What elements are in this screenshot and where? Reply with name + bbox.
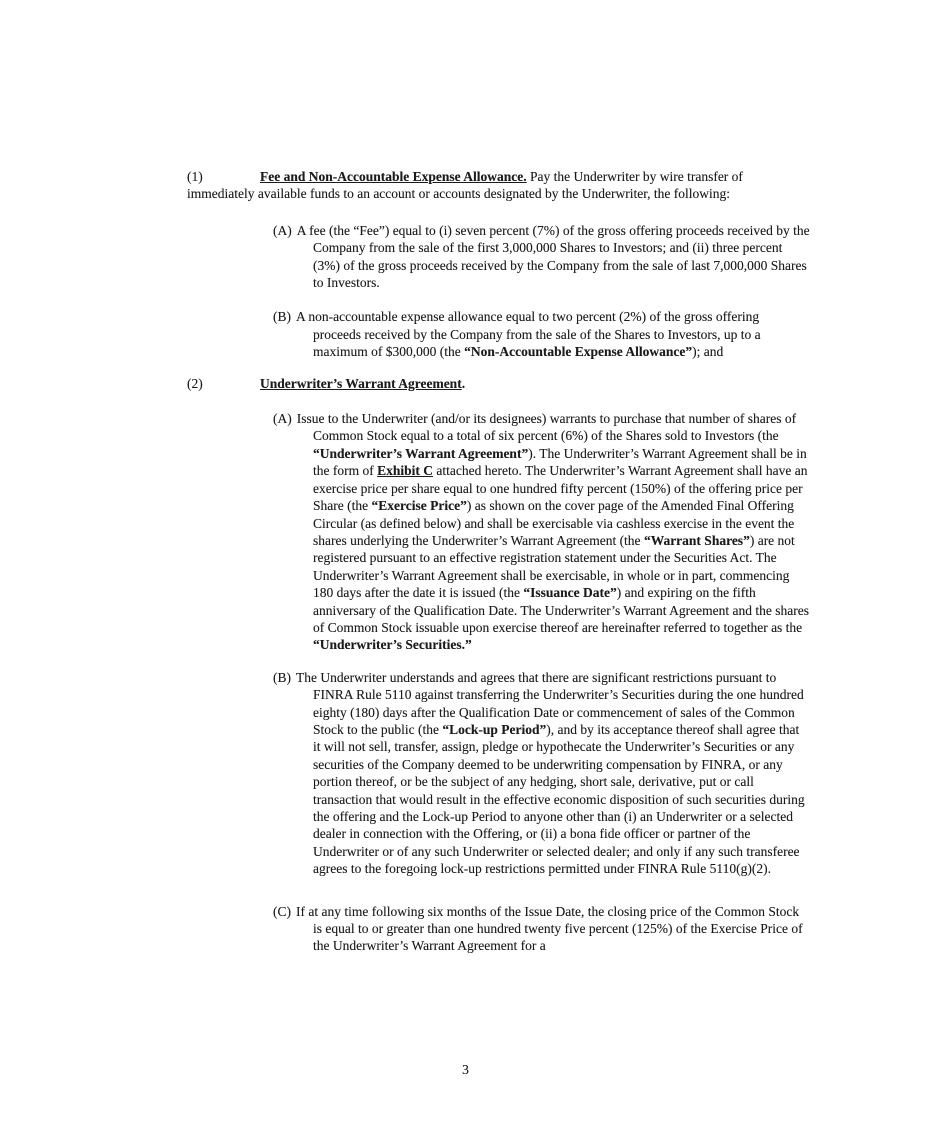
text-run: ) and expiring on the fifth anniversary of the Qualification Date. The Underwriter’s Warrant Agreement and the shares of Common Stock issuable upon exercise thereof are hereinafter referred to together as the	[313, 585, 809, 635]
paragraph-label: (1)	[187, 169, 203, 184]
text-run: “Exercise Price”	[371, 498, 467, 514]
text-run: “Non-Accountable Expense Allowance”	[464, 344, 693, 360]
paragraph-1B	[187, 308, 810, 360]
text-run: The Underwriter understands and agrees that there are significant restrictions pursuant to FINRA Rule 5110 against transferring the Underwriter’s Securities during the one hundred eighty (180) days after the Qualification Date or commencement of sales of the Common Stock to the public (the	[296, 669, 804, 737]
paragraph-text	[296, 904, 803, 954]
paragraph-text	[187, 169, 743, 201]
text-run: Exhibit C	[377, 463, 434, 479]
text-run: ), and by its acceptance thereof shall agree that it will not sell, transfer, assign, pledge or hypothecate the Underwriter’s Securities or any securities of the Company deemed to be underwriting compensation by FINRA, or any portion thereof, or be the subject of any hedging, short sale, derivative, put or call transaction that would result in the effective economic disposition of such securities during the offering and the Lock-up Period to anyone other than (i) an Underwriter or a selected dealer in connection with the Offering, or (ii) a bona fide officer or partner of the Underwriter or of any such Underwriter or selected dealer; and only if any such transferee agrees to the foregoing lock-up restrictions permitted under FINRA Rule 5110(g)(2).	[313, 721, 805, 877]
text-run: ). The Underwriter’s Warrant Agreement shall be in the form of	[313, 445, 807, 479]
paragraph-label: (A)	[273, 222, 292, 238]
paragraph-label: (A)	[273, 411, 292, 427]
text-run: “Underwriter’s Warrant Agreement”	[313, 445, 529, 461]
paragraph-2C	[187, 903, 810, 955]
paragraph-1	[187, 168, 810, 203]
text-run: A fee (the “Fee”) equal to (i) seven percent (7%) of the gross offering proceeds received by the Company from the sale of the first 3,000,000 Shares to Investors; and (ii) three percent (3%) of the gross proceeds received by the Company from the sale of last 7,000,000 Shares to Investors.	[296, 222, 810, 291]
paragraph-label: (B)	[273, 669, 291, 685]
paragraph-text	[296, 309, 761, 359]
text-run: “Issuance Date”	[523, 585, 617, 601]
paragraph-label: (B)	[273, 309, 291, 325]
paragraph-text	[296, 670, 805, 876]
text-run: attached hereto. The Underwriter’s Warrant Agreement shall have an exercise price per share equal to one hundred fifty percent (150%) of the offering price per Share (the	[313, 463, 808, 514]
paragraph-label: (C)	[273, 903, 291, 919]
text-run: Issue to the Underwriter (and/or its designees) warrants to purchase that number of shares of Common Stock equal to a total of six percent (6%) of the Shares sold to Investors (the	[296, 411, 797, 444]
text-run: Pay the Underwriter by wire transfer of immediately available funds to an account or accounts designated by the Underwriter, the following:	[187, 169, 743, 202]
paragraph-text	[297, 411, 809, 652]
text-run: “Lock-up Period”	[442, 721, 547, 737]
page-number: 3	[462, 1062, 469, 1077]
text-run: Underwriter’s Warrant Agreement	[260, 375, 462, 391]
text-run: ) as shown on the cover page of the Amended Final Offering Circular (as defined below) and shall be exercisable via cashless exercise in the event the shares underlying the Underwriter’s Warrant Agreement (the	[313, 498, 795, 548]
paragraph-2	[187, 375, 810, 392]
paragraph-2B	[187, 669, 810, 878]
text-run: A non-accountable expense allowance equal to two percent (2%) of the gross offering proceeds received by the Company from the sale of the Shares to Investors, up to a maximum of $300,000 (the	[296, 309, 761, 360]
paragraph-1A	[187, 222, 810, 292]
text-run: ) are not registered pursuant to an effective registration statement under the Securities Act. The Underwriter’s Warrant Agreement shall be exercisable, in whole or in part, commencing 180 days after the date it is issued (the	[313, 532, 795, 601]
paragraph-2A	[187, 410, 810, 654]
document-body	[187, 168, 810, 955]
text-run: .	[461, 375, 466, 391]
text-run: “Warrant Shares”	[643, 532, 750, 548]
text-run: ); and	[692, 344, 724, 360]
paragraph-text	[297, 223, 810, 290]
paragraph-heading	[260, 376, 465, 391]
text-run: “Underwriter’s Securities.”	[313, 637, 472, 653]
text-run: If at any time following six months of the Issue Date, the closing price of the Common Stock is equal to or greater than one hundred twenty five percent (125%) of the Exercise Price of the Underwriter’s Warrant Agreement for a	[296, 903, 803, 954]
paragraph-label: (2)	[187, 375, 203, 391]
text-run: Fee and Non-Accountable Expense Allowance.	[260, 169, 527, 184]
